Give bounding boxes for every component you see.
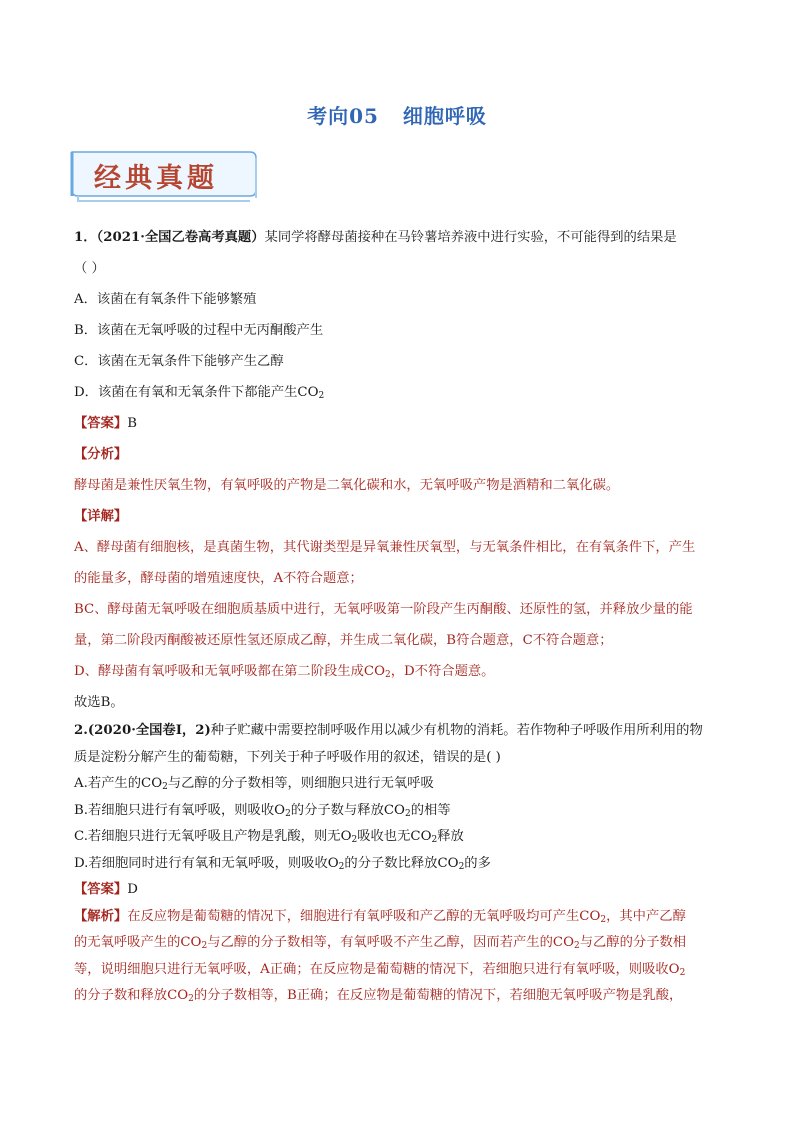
- q2-option-d: D.若细胞同时进行有氧和无氧呼吸，则吸收$O_2$的分子数比释放$CO_2$的多: [74, 855, 491, 872]
- title-prefix: 考向05: [307, 104, 379, 128]
- q2-option-c: C.若细胞只进行无氧呼吸且产物是乳酸，则无$O_2$吸收也无$CO_2$释放: [74, 829, 464, 845]
- banner-label: 经典真题: [94, 163, 218, 194]
- q1-blank: （ ）: [74, 261, 105, 276]
- q2-explain-line: 的分子数和释放$CO_2$的分子数相等，B正确；在反应物是葡萄糖的情况下，若细胞无氧呼吸产物是乳酸，: [74, 988, 683, 1004]
- q2-option-a: A.若产生的$CO_2$与乙醇的分子数相等，则细胞只进行无氧呼吸: [74, 776, 434, 792]
- q2-answer: 【答案】D: [74, 882, 138, 897]
- q2-explain-line: 的无氧呼吸产生的$CO_2$与乙醇的分子数相等，有氧呼吸不产生乙醇，因而若产生的$CO_2$与乙醇的分子数相: [74, 935, 687, 951]
- q1-option-b: B．该菌在无氧呼吸的过程中无丙酮酸产生: [74, 323, 324, 338]
- q2-option-b: B.若细胞只进行有氧呼吸，则吸收$O_2$的分子数与释放$CO_2$的相等: [74, 802, 451, 819]
- q2-stem-cont: 质是淀粉分解产生的葡萄糖，下列关于种子呼吸作用的叙述，错误的是( ): [74, 749, 501, 765]
- question-content: [74, 222, 724, 1010]
- page-title: [0, 100, 794, 129]
- q1-choose: 故选B。: [74, 695, 124, 710]
- q1-option-c: C．该菌在无氧条件下能够产生乙醇: [74, 354, 284, 369]
- q2-explain-line: 等，说明细胞只进行无氧呼吸，A正确；在反应物是葡萄糖的情况下，若细胞只进行有氧呼吸，则吸收$O_2$: [74, 961, 686, 978]
- q1-detail-line: A、酵母菌有细胞核，是真菌生物，其代谢类型是异氧兼性厌氧型，与无氧条件相比，在有氧条件下，产生: [74, 540, 696, 555]
- q1-option-a: A．该菌在有氧条件下能够繁殖: [74, 292, 257, 307]
- q1-stem: 1．（2021·全国乙卷高考真题）某同学将酵母菌接种在马铃薯培养液中进行实验，不可能得到的结果是: [74, 230, 677, 245]
- section-banner: [68, 146, 258, 202]
- q1-detail-line: D、酵母菌有氧呼吸和无氧呼吸都在第二阶段生成$CO_2$，D不符合题意。: [74, 664, 495, 680]
- q1-detail-line: BC、酵母菌无氧呼吸在细胞质基质中进行，无氧呼吸第一阶段产生丙酮酸、还原性的氢，并释放少量的能: [74, 602, 693, 617]
- q1-detail-line: 量，第二阶段丙酮酸被还原性氢还原成乙醇，并生成二氧化碳，B符合题意，C不符合题意；: [74, 633, 613, 648]
- q1-option-d: D．该菌在有氧和无氧条件下都能产生$CO_2$: [74, 385, 325, 401]
- q1-analysis: 酵母菌是兼性厌氧生物，有氧呼吸的产物是二氧化碳和水，无氧呼吸产物是酒精和二氧化碳。: [74, 478, 620, 493]
- q2-explain-line: 【解析】在反应物是葡萄糖的情况下，细胞进行有氧呼吸和产乙醇的无氧呼吸均可产生$CO_2$，其中产乙醇: [74, 908, 686, 925]
- title-main: 细胞呼吸: [402, 104, 487, 128]
- q1-detail-line: 的能量多，酵母菌的增殖速度快，A不符合题意；: [74, 571, 363, 586]
- q1-answer: 【答案】B: [74, 416, 137, 431]
- q1-analysis-tag: 【分析】: [74, 447, 128, 462]
- q1-detail-tag: 【详解】: [74, 509, 128, 524]
- q1-source: （2021·全国乙卷高考真题）: [96, 230, 265, 245]
- q2-stem: 2.(2020·全国卷Ⅰ，2)种子贮藏中需要控制呼吸作用以减少有机物的消耗。若作物种子呼吸作用所利用的物: [74, 723, 703, 738]
- q2-source: (2020·全国卷Ⅰ，2): [87, 723, 211, 738]
